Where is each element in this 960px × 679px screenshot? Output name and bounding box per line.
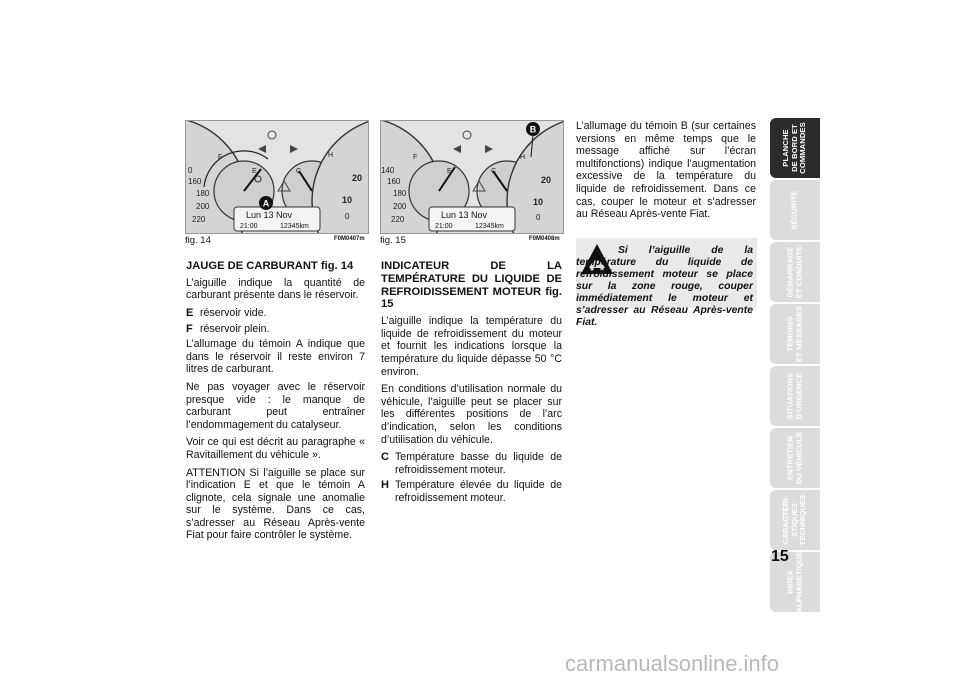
fig15-code: F0M0408m [529,236,560,242]
fig14-fuel-empty-label: E [252,168,257,175]
coolant-normal-use: En conditions d’utilisation normale du véhicule, l’aiguille peut se placer sur les différentes positions de l’arc d’indication, selon les conditions d’utilisation du véhicule. [381,383,562,446]
warning-box [576,238,757,328]
fig15-marker: B [529,124,537,135]
fig14-fuel-full-label: F [218,154,223,161]
fig15-temp-cold-label: C [491,168,497,175]
figure-14-dashboard [185,120,369,234]
fig15-caption: fig. 15 [380,235,406,246]
item-text: réservoir plein. [200,322,270,335]
fig14-rpm-tick: 10 [342,195,353,205]
tab-label: TÉMOINS ET MESSAGES [785,306,803,362]
tab-demarrage[interactable] [770,242,820,302]
coolant-section [381,260,562,508]
item-key: C [381,451,389,464]
coolant-light-paragraph: L’allumage du témoin B (sur certaines versions en même temps que le message affiché sur l’écran multifonctions) indique l’augmentation excessive de la température du liquide de refroidissement. Dans ce cas, couper le moteur et s’adresser au Réseau Après-vente Fiat. [576,120,756,221]
fig14-temp-hot-label: H [328,152,334,159]
tab-label: DÉMARRAGE ET CONDUITE [785,245,803,299]
list-item [381,479,562,504]
tab-caracteristiques[interactable] [770,490,820,550]
fig14-display-time: 21:00 [240,223,258,230]
fig15-rpm-tick: 20 [541,175,552,185]
item-key: E [186,306,194,319]
fig15-display-time: 21:00 [435,223,453,230]
fig15-rpm-tick: 0 [536,213,541,222]
refuel-reference-paragraph: Voir ce qui est décrit au paragraphe « Ravitaillement du véhicule ». [186,436,365,461]
tab-label: ENTRETIEN DU VÉHICULE [785,431,803,485]
fig14-illustration [186,121,368,233]
tab-temoins[interactable] [770,304,820,364]
fig14-speed-tick: 200 [196,202,210,211]
fig15-speed-tick: 140 [381,166,395,175]
fig14-speed-tick: 160 [188,177,202,186]
list-item [186,307,365,320]
fig14-display-date: Lun 13 Nov [246,210,293,220]
item-key: H [381,479,389,492]
tab-planche-de-bord[interactable] [770,118,820,178]
fig14-marker: A [262,198,270,209]
item-text: Température basse du liquide de refroidissement moteur. [395,451,562,476]
fuel-gauge-heading: JAUGE DE CARBURANT fig. 14 [186,260,354,272]
watermark: carmanualsonline.info [565,651,780,676]
fig14-code: F0M0407m [334,236,365,242]
coolant-intro: L’aiguille indique la température du liquide de refroidissement du moteur et fournit les indications lorsque la température du liquide dépasse 50 °C environ. [381,315,562,378]
fig14-speed-tick: 220 [192,215,206,224]
tab-label: CARACTÉRI- STIQUES TECHNIQUES [781,494,808,546]
fig15-fuel-full-label: F [413,154,418,161]
fig14-speed-tick: 0 [188,166,193,175]
fig14-rpm-tick: 0 [345,212,350,221]
tab-entretien[interactable] [770,428,820,488]
warning-text: Si l’aiguille de la température du liquide de refroidissement moteur se place sur la zone rouge, couper immédiatement le moteur et s’adresser au Réseau Après-vente Fiat. [576,245,753,328]
fig15-fuel-empty-label: E [447,168,452,175]
fuel-gauge-intro: L’aiguille indique la quantité de carburant présente dans le réservoir. [186,276,365,302]
fig14-speed-tick: 180 [196,189,210,198]
tab-label: PLANCHE DE BORD ET COMMANDES [781,122,808,174]
page-number: 15 [771,548,789,565]
item-text: réservoir vide. [200,306,267,319]
fuel-catalyst-paragraph: Ne pas voyager avec le réservoir presque vide : le manque de carburant peut entraîner l’endommagement du catalyseur. [186,380,365,431]
tab-label: SÉCURITÉ [789,190,799,230]
coolant-warning-section [576,120,756,226]
fuel-gauge-section [186,260,365,547]
fig15-illustration [381,121,563,233]
list-item [381,451,562,476]
fig14-temp-cold-label: C [296,168,302,175]
fig15-speed-tick: 220 [391,215,405,224]
fig15-rpm-tick: 10 [533,197,544,207]
coolant-heading: INDICATEUR DE LA TEMPÉRATURE DU LIQUIDE DE REFROIDISSEMENT MOTEUR fig. 15 [381,260,562,311]
fuel-warning-light-paragraph: L’allumage du témoin A indique que dans le réservoir il reste environ 7 litres de carburant. [186,338,365,376]
figure-15-dashboard [380,120,564,234]
fig15-temp-hot-label: H [520,154,526,161]
tab-label: SITUATIONS D’URGENCE [785,372,803,420]
fig14-rpm-tick: 20 [352,173,363,183]
fuel-attention-paragraph: ATTENTION Si l’aiguille se place sur l’indication E et que le témoin A clignote, cela signale une anomalie sur le système. Dans ce cas, s’adresser au Réseau Après-vente Fiat pour faire contrôler le système. [186,466,365,542]
tab-securite[interactable] [770,180,820,240]
item-key: F [186,322,193,335]
fig15-display-date: Lun 13 Nov [441,210,488,220]
tab-urgence[interactable] [770,366,820,426]
fig15-speed-tick: 180 [393,189,407,198]
tab-label: INDEX ALPHABÉTIQUE [785,551,803,613]
fig14-caption: fig. 14 [185,235,211,246]
fig15-speed-tick: 160 [387,177,401,186]
item-text: Température élevée du liquide de refroidissement moteur. [395,479,562,504]
fig15-display-km: 12345km [475,223,504,230]
list-item [186,323,365,336]
fig14-display-km: 12345km [280,223,309,230]
fig15-speed-tick: 200 [393,202,407,211]
